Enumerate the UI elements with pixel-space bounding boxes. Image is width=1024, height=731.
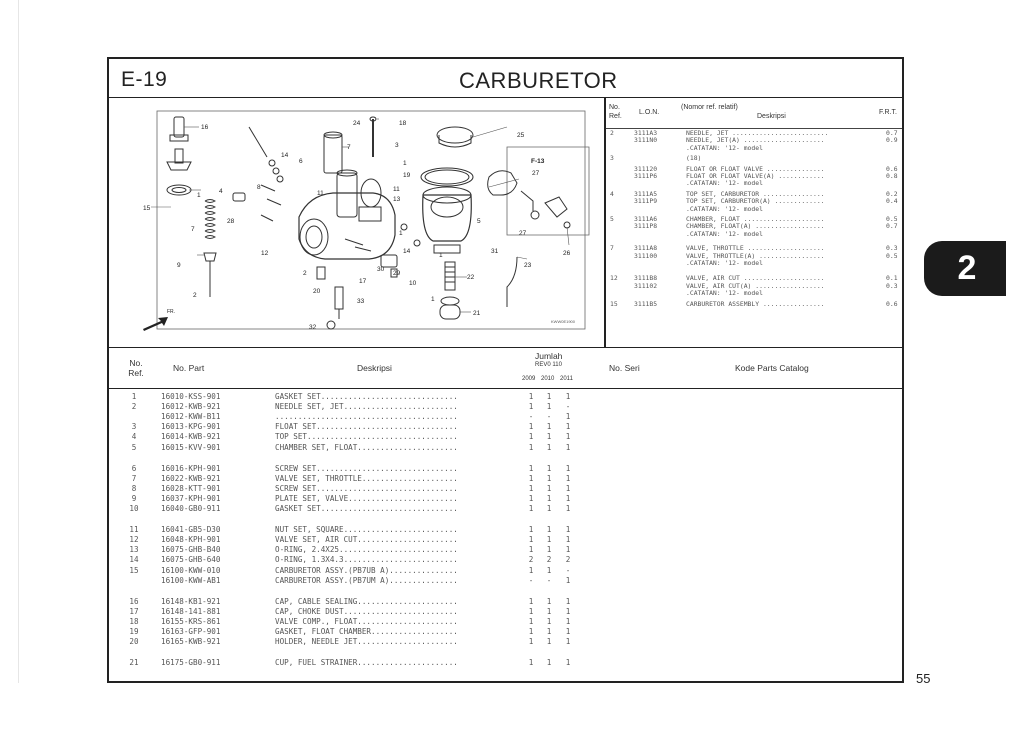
part-ref-cell: 16 (129, 596, 139, 606)
parts-table-row (109, 576, 589, 586)
part-desc-cell: GASKET, FLOAT CHAMBER................... (275, 627, 458, 636)
parts-table-row (109, 617, 589, 627)
frt-cell: 0.5 (886, 215, 898, 223)
parts-header-no-ref: No. Ref. (128, 358, 144, 378)
qty-cell: 1 (528, 637, 534, 647)
lon-cell: 3111B8 (634, 274, 658, 283)
callout: 26 (563, 250, 571, 257)
part-number-cell: 16148-KB1-921 (161, 596, 221, 606)
parts-table-row (109, 474, 589, 484)
part-desc-cell: VALVE SET, AIR CUT...................... (275, 535, 458, 545)
qty-cell: 1 (565, 493, 571, 503)
parts-header (109, 347, 902, 389)
callout: 16 (201, 124, 209, 131)
part-number-cell: 16040-GB0-911 (161, 504, 221, 513)
ref-cell: 7 (610, 244, 614, 253)
qty-cell: 1 (565, 483, 571, 493)
frt-cell: 0.1 (886, 274, 898, 283)
ref-cell: 3 (610, 154, 614, 163)
qty-cell: 1 (565, 442, 571, 452)
callout: 8 (257, 184, 261, 191)
qty-cell: 1 (565, 616, 571, 626)
frt-cell: 0.3 (886, 244, 898, 253)
part-number-cell: 16014-KWB-921 (161, 432, 221, 442)
callout: 22 (467, 274, 475, 281)
qty-cell: 1 (546, 525, 552, 535)
callout: 30 (377, 266, 385, 273)
catalog-frame (107, 57, 904, 683)
callout: 13 (393, 196, 401, 203)
qty-cell: 1 (528, 658, 534, 668)
section-code: E-19 (121, 68, 168, 91)
part-ref-cell: 5 (131, 442, 137, 452)
qty-cell: 1 (546, 596, 552, 606)
part-number-cell: 16048-KPH-901 (161, 535, 221, 545)
qty-cell: 1 (565, 658, 571, 668)
part-number-cell: 16165-KWB-921 (161, 637, 221, 647)
parts-table-row (109, 525, 589, 535)
qty-cell: 1 (546, 402, 552, 412)
page-title: CARBURETOR (459, 68, 618, 93)
parts-table-row (109, 422, 589, 432)
ref-desc-cell: .CATATAN: '12- model (686, 259, 763, 267)
qty-cell: 1 (565, 575, 571, 585)
qty-cell: 1 (565, 463, 571, 473)
ref-desc-cell: CARBURETOR ASSEMBLY ................ (686, 299, 825, 308)
qty-cell: 1 (565, 545, 571, 555)
lon-cell: 311120 (634, 164, 658, 173)
callout: 20 (313, 288, 321, 295)
qty-cell: 1 (546, 616, 552, 626)
part-number-cell: 16012-KWB-921 (161, 402, 221, 412)
part-ref-cell: 9 (131, 493, 137, 503)
ref-desc-cell: .CATATAN: '12- model (686, 179, 763, 188)
parts-table-row (109, 504, 589, 514)
front-arrow-icon (143, 309, 175, 331)
qty-cell: 2 (565, 555, 571, 565)
part-ref-cell: 19 (129, 627, 139, 636)
parts-table-row (109, 627, 589, 637)
callout: 15 (143, 205, 151, 212)
lon-cell: 3111P9 (634, 197, 658, 206)
frt-cell: 0.6 (886, 299, 898, 308)
callout: 5 (477, 218, 481, 225)
qty-cell: 1 (528, 442, 534, 452)
page-edge-line (18, 0, 19, 683)
qty-cell: 1 (565, 504, 571, 513)
part-desc-cell: SCREW SET............................... (275, 463, 458, 473)
part-ref-cell: 20 (129, 637, 139, 647)
part-desc-cell: CAP, CHOKE DUST......................... (275, 606, 458, 616)
part-number-cell: 16015-KVV-901 (161, 442, 221, 452)
qty-cell: 1 (546, 493, 552, 503)
part-desc-cell: NUT SET, SQUARE......................... (275, 525, 458, 535)
qty-cell: 1 (528, 606, 534, 616)
callout: 23 (524, 262, 532, 269)
qty-cell: 1 (565, 535, 571, 545)
ref-desc-cell: VALVE, THROTTLE .................... (686, 244, 825, 253)
ref-desc-cell: CHAMBER, FLOAT ..................... (686, 215, 825, 223)
section-tab: 2 (924, 241, 1006, 296)
callout: 1 (403, 160, 407, 167)
part-desc-cell: PLATE SET, VALVE........................ (275, 493, 458, 503)
parts-table-row (109, 402, 589, 412)
qty-cell: 1 (528, 432, 534, 442)
qty-cell: 1 (565, 473, 571, 483)
callout: 1 (197, 192, 201, 199)
part-ref-cell: 6 (131, 463, 137, 473)
ref-cell: 4 (610, 189, 614, 198)
ref-cell: 5 (610, 215, 614, 223)
qty-cell: 1 (546, 545, 552, 555)
parts-header-catalog: Kode Parts Catalog (735, 363, 809, 373)
front-label: FR. (167, 309, 176, 315)
part-desc-cell: CARBURETOR ASSY.(PB7UM A)............... (275, 575, 458, 585)
qty-cell: 1 (528, 473, 534, 483)
part-desc-cell: VALVE SET, THROTTLE..................... (275, 473, 458, 483)
ref-header-desc-top: (Nomor ref. relatif) (681, 104, 738, 111)
lon-cell: 3111A5 (634, 189, 658, 198)
qty-cell: 1 (528, 483, 534, 493)
parts-table-row (109, 412, 589, 422)
qty-cell: 1 (528, 596, 534, 606)
ref-desc-cell: TOP SET, CARBURETOR(A) ............. (686, 197, 825, 206)
part-ref-cell: 7 (131, 473, 137, 483)
part-ref-cell: 4 (131, 432, 137, 442)
frt-cell: 0.7 (886, 129, 898, 137)
lon-cell: 3111N0 (634, 136, 658, 145)
lon-cell: 311102 (634, 281, 658, 290)
part-ref-cell: 18 (129, 616, 139, 626)
part-ref-cell: 1 (131, 392, 137, 401)
ref-desc-cell: .CATATAN: '12- model (686, 289, 763, 298)
part-number-cell: 16022-KWB-921 (161, 473, 221, 483)
qty-cell: 1 (565, 627, 571, 636)
qty-cell: 1 (546, 658, 552, 668)
callout: 33 (357, 298, 365, 305)
part-desc-cell: HOLDER, NEEDLE JET...................... (275, 637, 458, 647)
parts-table-row (109, 443, 589, 453)
qty-cell: 1 (528, 545, 534, 555)
qty-cell: 1 (546, 565, 552, 575)
callout: 24 (353, 120, 361, 127)
lon-cell: 3111P6 (634, 172, 658, 180)
ref-desc-cell: VALVE, THROTTLE(A) ................. (686, 251, 825, 260)
callout: 7 (347, 144, 351, 151)
qty-cell: 2 (528, 555, 534, 565)
qty-cell: 1 (546, 432, 552, 442)
part-number-cell: 16016-KPH-901 (161, 463, 221, 473)
qty-cell: 1 (528, 565, 534, 575)
column-divider (604, 97, 606, 347)
parts-header-year: 2011 (560, 376, 573, 382)
part-ref-cell: 3 (131, 422, 137, 432)
ref-desc-cell: (18) (686, 154, 702, 163)
qty-cell: 1 (528, 535, 534, 545)
qty-cell: 1 (546, 483, 552, 493)
parts-table-row (109, 494, 589, 504)
part-number-cell: 16175-GB0-911 (161, 658, 221, 668)
part-ref-cell: 12 (129, 535, 139, 545)
callout: 25 (517, 132, 525, 139)
callout: 32 (309, 324, 317, 331)
qty-cell: 1 (546, 473, 552, 483)
frt-cell: 0.2 (886, 189, 898, 198)
parts-table-row (109, 484, 589, 494)
lon-cell: 3111P8 (634, 222, 658, 231)
part-ref-cell: 21 (129, 658, 139, 668)
part-number-cell: 16041-GB5-D30 (161, 525, 221, 535)
part-desc-cell: GASKET SET.............................. (275, 504, 458, 513)
part-number-cell: 16163-GFP-901 (161, 627, 221, 636)
callout: 9 (177, 262, 181, 269)
part-desc-cell: VALVE COMP., FLOAT...................... (275, 616, 458, 626)
callout: 28 (227, 218, 235, 225)
callout: 27 (519, 230, 527, 237)
part-desc-cell: TOP SET................................. (275, 432, 458, 442)
qty-cell: 1 (565, 392, 571, 401)
part-desc-cell: CUP, FUEL STRAINER...................... (275, 658, 458, 668)
part-desc-cell: ........................................ (275, 412, 458, 422)
part-number-cell: 16155-KRS-861 (161, 616, 221, 626)
qty-cell: 1 (546, 606, 552, 616)
part-ref-cell: 2 (131, 402, 137, 412)
qty-cell: 2 (546, 555, 552, 565)
ref-header-no: No. Ref. (609, 104, 622, 120)
qty-cell: 1 (546, 422, 552, 432)
qty-cell: 1 (528, 402, 534, 412)
qty-cell: 1 (565, 422, 571, 432)
callout: 29 (393, 270, 401, 277)
qty-cell: 1 (565, 525, 571, 535)
parts-table-row (109, 607, 589, 617)
parts-header-year: 2010 (541, 376, 555, 382)
part-ref-cell: 14 (129, 555, 139, 565)
part-number-cell: 16013-KPG-901 (161, 422, 221, 432)
callout: 3 (395, 142, 399, 149)
part-ref-cell: 17 (129, 606, 139, 616)
part-number-cell: 16100-KWW-AB1 (161, 575, 221, 585)
part-desc-cell: CHAMBER SET, FLOAT...................... (275, 442, 458, 452)
callout: 17 (359, 278, 367, 285)
qty-cell: 1 (528, 525, 534, 535)
callout: 18 (399, 120, 407, 127)
qty-cell: 1 (546, 535, 552, 545)
qty-cell: 1 (565, 412, 571, 422)
frt-cell: 0.3 (886, 281, 898, 290)
ref-desc-cell: FLOAT OR FLOAT VALVE ............... (686, 164, 825, 173)
ref-desc-cell: NEEDLE, JET ......................... (686, 129, 829, 137)
part-desc-cell: SCREW SET............................... (275, 483, 458, 493)
callout: 11 (393, 186, 400, 193)
parts-table-row (109, 555, 589, 565)
callout: 14 (403, 248, 411, 255)
qty-cell: 1 (546, 463, 552, 473)
qty-cell: - (565, 402, 571, 412)
callout: 2 (193, 292, 197, 299)
part-desc-cell: GASKET SET.............................. (275, 392, 458, 401)
callout: 10 (409, 280, 417, 287)
frt-cell: 0.9 (886, 136, 898, 145)
part-number-cell: 16148-141-881 (161, 606, 221, 616)
ref-desc-cell: NEEDLE, JET(A) ..................... (686, 136, 825, 145)
frt-cell: 0.4 (886, 197, 898, 206)
diagram-ref-code: KWW0E1900 (551, 319, 576, 324)
part-number-cell: 16075-GHB-640 (161, 555, 221, 565)
part-number-cell: 16037-KPH-901 (161, 493, 221, 503)
qty-cell: 1 (528, 627, 534, 636)
parts-table-row (109, 545, 589, 555)
qty-cell: - (528, 575, 534, 585)
qty-cell: - (565, 565, 571, 575)
part-number-cell: 16075-GHB-B40 (161, 545, 221, 555)
parts-table-row (109, 637, 589, 647)
ref-desc-cell: VALVE, AIR CUT(A) .................. (686, 281, 825, 290)
qty-cell: 1 (528, 504, 534, 513)
callout: F-13 (531, 158, 545, 165)
callout: 19 (403, 172, 411, 179)
qty-cell: 1 (546, 637, 552, 647)
parts-table-row (109, 432, 589, 442)
qty-cell: 1 (565, 432, 571, 442)
ref-desc-cell: TOP SET, CARBURETOR ................ (686, 189, 825, 198)
frt-cell: 0.6 (886, 164, 898, 173)
lon-cell: 3111B5 (634, 299, 658, 308)
part-desc-cell: NEEDLE SET, JET......................... (275, 402, 458, 412)
qty-cell: 1 (565, 637, 571, 647)
lon-cell: 311100 (634, 251, 658, 260)
qty-cell: 1 (528, 493, 534, 503)
callout: 4 (219, 188, 223, 195)
callout: 14 (281, 152, 289, 159)
qty-cell: 1 (546, 504, 552, 513)
part-number-cell: 16028-KTT-901 (161, 483, 221, 493)
frt-cell: 0.5 (886, 251, 898, 260)
qty-cell: 1 (565, 596, 571, 606)
part-desc-cell: CARBURETOR ASSY.(PB7UB A)............... (275, 565, 458, 575)
lon-cell: 3111A8 (634, 244, 658, 253)
ref-header-lon: L.O.N. (639, 109, 660, 116)
ref-desc-cell: VALVE, AIR CUT ..................... (686, 274, 825, 283)
parts-table-row (109, 464, 589, 474)
page-header (109, 59, 902, 98)
callout: 7 (191, 226, 195, 233)
parts-header-jumlah: Jumlah (535, 351, 563, 361)
part-number-cell: 16100-KWW-010 (161, 565, 221, 575)
qty-cell: 1 (528, 422, 534, 432)
qty-cell: 1 (546, 442, 552, 452)
lon-cell: 3111A6 (634, 215, 658, 223)
part-desc-cell: O-RING, 1.3X4.3......................... (275, 555, 458, 565)
part-ref-cell: 15 (129, 565, 139, 575)
qty-cell: - (546, 412, 552, 422)
ref-header-frt: F.R.T. (879, 109, 897, 116)
ref-cell: 15 (610, 299, 618, 308)
part-desc-cell: CAP, CABLE SEALING...................... (275, 596, 458, 606)
ref-desc-cell: .CATATAN: '12- model (686, 204, 763, 213)
page-number: 55 (916, 671, 931, 686)
parts-table-row (109, 566, 589, 576)
parts-header-desc: Deskripsi (357, 363, 392, 373)
part-ref-cell: 13 (129, 545, 139, 555)
parts-header-year: 2009 (522, 376, 536, 382)
qty-cell: 1 (528, 616, 534, 626)
frt-cell: 0.8 (886, 172, 898, 180)
part-desc-cell: FLOAT SET............................... (275, 422, 458, 432)
qty-cell: 1 (565, 606, 571, 616)
parts-table-row (109, 597, 589, 607)
ref-cell: 12 (610, 274, 618, 283)
part-ref-cell: 8 (131, 483, 137, 493)
parts-header-no-seri: No. Seri (609, 363, 640, 373)
qty-cell: 1 (528, 392, 534, 401)
qty-cell: - (546, 575, 552, 585)
callout: 31 (491, 248, 499, 255)
callout: 1 (399, 230, 403, 237)
callout: 1 (431, 296, 435, 303)
parts-header-no-part: No. Part (173, 363, 205, 373)
part-number-cell: 16010-KSS-901 (161, 392, 221, 401)
frt-cell: 0.7 (886, 222, 898, 231)
part-number-cell: 16012-KWW-B11 (161, 412, 221, 422)
callout: 21 (473, 310, 481, 317)
callout: 1 (439, 252, 443, 259)
exploded-diagram (143, 107, 604, 343)
ref-desc-cell: CHAMBER, FLOAT(A) .................. (686, 222, 825, 231)
qty-cell: 1 (528, 463, 534, 473)
parts-header-rev: REV0 110 (535, 362, 562, 368)
part-ref-cell: 11 (129, 525, 139, 535)
callout: 27 (532, 170, 540, 177)
qty-cell: 1 (546, 392, 552, 401)
callout: 11 (317, 190, 324, 197)
qty-cell: - (528, 412, 534, 422)
ref-desc-cell: FLOAT OR FLOAT VALVE(A) ............ (686, 172, 825, 180)
parts-table-row (109, 658, 589, 668)
callout: 12 (261, 250, 269, 257)
qty-cell: 1 (546, 627, 552, 636)
part-desc-cell: O-RING, 2.4X25.......................... (275, 545, 458, 555)
callout: 6 (299, 158, 303, 165)
ref-desc-cell: .CATATAN: '12- model (686, 143, 763, 152)
ref-desc-cell: .CATATAN: '12- model (686, 229, 763, 238)
ref-cell: 2 (610, 129, 614, 137)
callout: 2 (303, 270, 307, 277)
part-ref-cell: 10 (129, 504, 139, 513)
lon-cell: 3111A3 (634, 129, 658, 137)
ref-header-desc: Deskripsi (757, 113, 786, 120)
parts-table-row (109, 392, 589, 402)
parts-table-row (109, 535, 589, 545)
